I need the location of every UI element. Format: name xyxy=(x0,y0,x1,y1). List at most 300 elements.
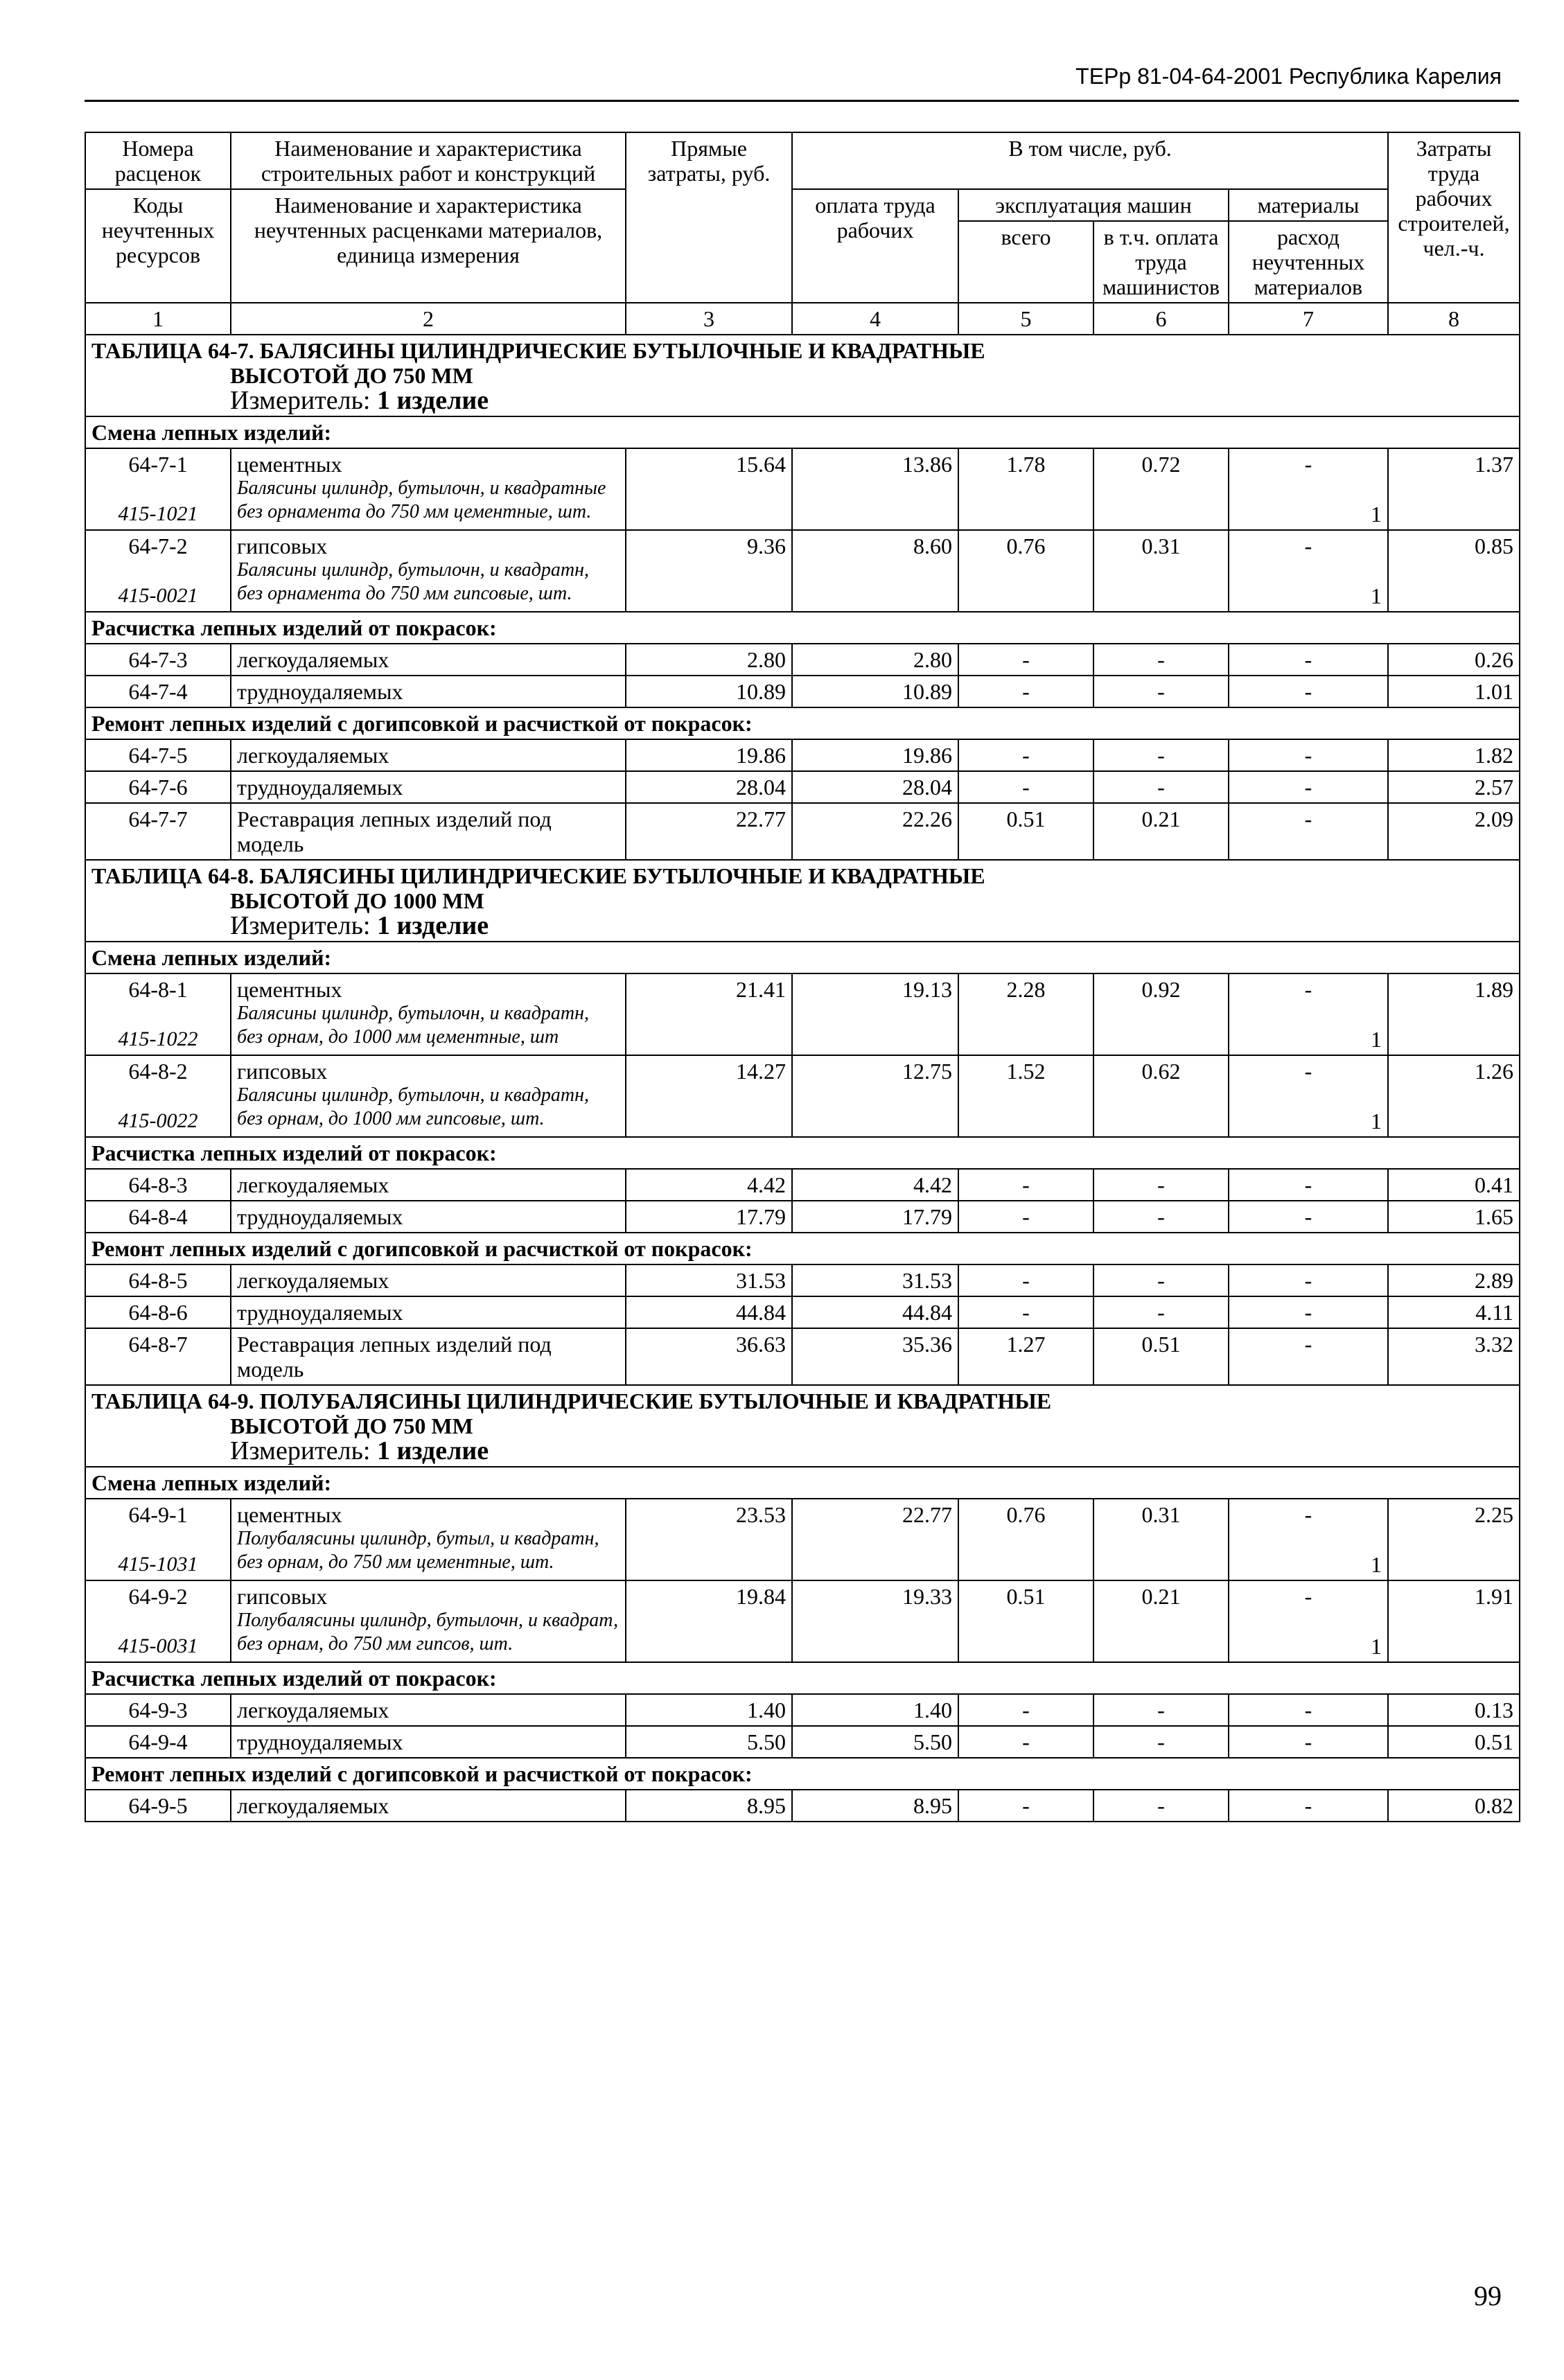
resource-code: 415-1031 xyxy=(118,1553,198,1576)
material-desc: Балясины цилиндр, бутылочн, и квадратн, без орнамента до 750 мм гипсовые, шт. xyxy=(237,559,590,604)
rate-code: 64-7-7 xyxy=(128,806,188,831)
labor-cost: 1.26 xyxy=(1388,1055,1520,1137)
header-numbers-row xyxy=(85,303,1520,335)
work-name-cell xyxy=(231,676,626,707)
materials-value: - xyxy=(1304,1502,1312,1527)
rate-code-cell xyxy=(85,1296,231,1328)
materials-value: - xyxy=(1304,534,1312,558)
meter-label: Измеритель: xyxy=(230,386,371,415)
direct-cost: 2.80 xyxy=(626,644,792,676)
material-desc: Полубалясины цилиндр, бутылочн, и квадрат, без орнам, до 750 мм гипсов, шт. xyxy=(237,1610,619,1655)
section-title: Ремонт лепных изделий с догипсовкой и расчисткой от покрасок: xyxy=(85,1233,1520,1264)
table-title-cont: ВЫСОТОЙ ДО 750 ММ xyxy=(230,1413,473,1438)
machine-wage: 0.62 xyxy=(1093,1055,1229,1137)
table-title-cont: ВЫСОТОЙ ДО 750 ММ xyxy=(230,363,473,388)
direct-cost: 44.84 xyxy=(626,1296,792,1328)
resource-code: 415-0021 xyxy=(118,584,198,607)
resource-code: 415-1022 xyxy=(118,1028,198,1050)
header-materials-desc: Наименование и характеристика неучтенных расценками материалов, единица измерения xyxy=(231,189,626,303)
material-qty: 1 xyxy=(1371,583,1382,608)
materials-cell xyxy=(1229,1328,1388,1385)
machine-wage: - xyxy=(1093,739,1229,771)
rate-code-cell xyxy=(85,1201,231,1233)
page-number: 99 xyxy=(1474,2280,1502,2311)
work-name: цементных xyxy=(237,452,342,477)
rate-code: 64-8-1 xyxy=(128,977,188,1002)
work-name-cell xyxy=(231,448,626,530)
header-rule xyxy=(85,100,1519,102)
table-row xyxy=(85,1726,1520,1758)
work-name-cell xyxy=(231,1726,626,1758)
machine-wage: - xyxy=(1093,1169,1229,1201)
work-name: цементных xyxy=(237,977,342,1002)
work-name: легкоудаляемых xyxy=(237,1268,389,1293)
rate-code: 64-8-5 xyxy=(128,1268,188,1293)
wage-cost: 28.04 xyxy=(792,771,958,803)
materials-cell xyxy=(1229,1580,1388,1662)
labor-cost: 2.09 xyxy=(1388,803,1520,860)
machine-cost: 0.76 xyxy=(958,530,1093,612)
table-title-row xyxy=(85,1385,1520,1467)
wage-cost: 8.60 xyxy=(792,530,958,612)
direct-cost: 15.64 xyxy=(626,448,792,530)
table-row xyxy=(85,739,1520,771)
work-name-cell xyxy=(231,1055,626,1137)
machine-cost: - xyxy=(958,1201,1093,1233)
table-title-text: ТАБЛИЦА 64-8. БАЛЯСИНЫ ЦИЛИНДРИЧЕСКИЕ БУТЫЛОЧНЫЕ И КВАДРАТНЫЕ xyxy=(91,863,985,888)
machine-cost: - xyxy=(958,739,1093,771)
material-desc: Балясины цилиндр, бутылочн, и квадратн, без орнам, до 1000 мм гипсовые, шт. xyxy=(237,1084,590,1129)
direct-cost: 28.04 xyxy=(626,771,792,803)
work-name: трудноудаляемых xyxy=(237,1729,403,1754)
work-name: легкоудаляемых xyxy=(237,743,389,768)
rate-code-cell xyxy=(85,676,231,707)
materials-cell xyxy=(1229,530,1388,612)
rate-code-cell xyxy=(85,1264,231,1296)
table-row xyxy=(85,1790,1520,1822)
materials-value: - xyxy=(1304,1698,1312,1722)
direct-cost: 17.79 xyxy=(626,1201,792,1233)
table-row xyxy=(85,973,1520,1055)
table-body xyxy=(85,132,1520,1822)
direct-cost: 14.27 xyxy=(626,1055,792,1137)
table-title xyxy=(85,860,1520,942)
work-name: трудноудаляемых xyxy=(237,1204,403,1229)
wage-cost: 1.40 xyxy=(792,1694,958,1726)
table-row xyxy=(85,1055,1520,1137)
materials-value: - xyxy=(1304,806,1312,831)
table-title-text: ТАБЛИЦА 64-7. БАЛЯСИНЫ ЦИЛИНДРИЧЕСКИЕ БУТЫЛОЧНЫЕ И КВАДРАТНЫЕ xyxy=(91,338,985,363)
header-mat-use: расход неучтенных материалов xyxy=(1229,221,1388,303)
materials-cell xyxy=(1229,1201,1388,1233)
table-title xyxy=(85,1385,1520,1467)
rate-code-cell xyxy=(85,1580,231,1662)
col-num: 6 xyxy=(1093,303,1229,335)
machine-wage: 0.51 xyxy=(1093,1328,1229,1385)
header-total: всего xyxy=(958,221,1093,303)
header-machines: эксплуатация машин xyxy=(958,189,1229,221)
rate-code-cell xyxy=(85,1055,231,1137)
table-row xyxy=(85,803,1520,860)
machine-wage: - xyxy=(1093,771,1229,803)
work-name: трудноудаляемых xyxy=(237,1300,403,1325)
rate-code: 64-8-3 xyxy=(128,1172,188,1197)
work-name: Реставрация лепных изделий под модель xyxy=(237,806,552,856)
rate-code: 64-7-6 xyxy=(128,775,188,800)
materials-value: - xyxy=(1304,452,1312,477)
header-incl: В том числе, руб. xyxy=(792,132,1388,189)
table-meter xyxy=(91,913,1513,938)
meter-value: 1 изделие xyxy=(377,386,489,415)
work-name-cell xyxy=(231,1264,626,1296)
col-num: 7 xyxy=(1229,303,1388,335)
rate-code-cell xyxy=(85,448,231,530)
header-labor: Затраты труда рабочих строителей, чел.-ч. xyxy=(1388,132,1520,303)
materials-value: - xyxy=(1304,743,1312,768)
table-row xyxy=(85,1580,1520,1662)
machine-wage: - xyxy=(1093,1790,1229,1822)
work-name-cell xyxy=(231,771,626,803)
wage-cost: 2.80 xyxy=(792,644,958,676)
materials-cell xyxy=(1229,973,1388,1055)
rate-code: 64-7-4 xyxy=(128,679,188,704)
work-name: гипсовых xyxy=(237,1584,328,1609)
labor-cost: 0.51 xyxy=(1388,1726,1520,1758)
section-row xyxy=(85,1137,1520,1169)
rate-code: 64-9-1 xyxy=(128,1502,188,1527)
wage-cost: 22.26 xyxy=(792,803,958,860)
work-name: легкоудаляемых xyxy=(237,1172,389,1197)
meter-label: Измеритель: xyxy=(230,911,371,940)
resource-code: 415-0031 xyxy=(118,1634,198,1657)
table-row xyxy=(85,1169,1520,1201)
machine-wage: - xyxy=(1093,644,1229,676)
rate-code-cell xyxy=(85,530,231,612)
table-meter xyxy=(91,1438,1513,1463)
materials-value: - xyxy=(1304,679,1312,704)
work-name-cell xyxy=(231,1694,626,1726)
wage-cost: 19.33 xyxy=(792,1580,958,1662)
machine-wage: 0.31 xyxy=(1093,530,1229,612)
col-num: 5 xyxy=(958,303,1093,335)
table-row xyxy=(85,1694,1520,1726)
labor-cost: 4.11 xyxy=(1388,1296,1520,1328)
direct-cost: 21.41 xyxy=(626,973,792,1055)
section-row xyxy=(85,1467,1520,1499)
section-row xyxy=(85,416,1520,448)
work-name-cell xyxy=(231,1169,626,1201)
material-qty: 1 xyxy=(1371,1109,1382,1134)
machine-cost: 1.78 xyxy=(958,448,1093,530)
machine-wage: - xyxy=(1093,1201,1229,1233)
machine-cost: - xyxy=(958,1264,1093,1296)
header-row-2 xyxy=(85,189,1520,221)
materials-cell xyxy=(1229,1264,1388,1296)
work-name: легкоудаляемых xyxy=(237,1698,389,1722)
table-title-cont: ВЫСОТОЙ ДО 1000 ММ xyxy=(230,888,484,913)
materials-value: - xyxy=(1304,1300,1312,1325)
labor-cost: 1.65 xyxy=(1388,1201,1520,1233)
table-title-row xyxy=(85,860,1520,942)
work-name: Реставрация лепных изделий под модель xyxy=(237,1332,552,1382)
material-qty: 1 xyxy=(1371,1552,1382,1577)
wage-cost: 22.77 xyxy=(792,1499,958,1580)
material-qty: 1 xyxy=(1371,502,1382,527)
material-desc: Полубалясины цилиндр, бутыл, и квадратн, без орнам, до 750 мм цементные, шт. xyxy=(237,1528,599,1573)
direct-cost: 4.42 xyxy=(626,1169,792,1201)
rate-code: 64-7-2 xyxy=(128,534,188,558)
materials-value: - xyxy=(1304,1793,1312,1818)
section-row xyxy=(85,1233,1520,1264)
header-incl-wage: в т.ч. оплата труда машинистов xyxy=(1093,221,1229,303)
machine-cost: 1.27 xyxy=(958,1328,1093,1385)
labor-cost: 1.89 xyxy=(1388,973,1520,1055)
materials-cell xyxy=(1229,448,1388,530)
wage-cost: 5.50 xyxy=(792,1726,958,1758)
table-title-text: ТАБЛИЦА 64-9. ПОЛУБАЛЯСИНЫ ЦИЛИНДРИЧЕСКИЕ БУТЫЛОЧНЫЕ И КВАДРАТНЫЕ xyxy=(91,1389,1052,1413)
direct-cost: 5.50 xyxy=(626,1726,792,1758)
machine-wage: - xyxy=(1093,1694,1229,1726)
machine-cost: - xyxy=(958,1790,1093,1822)
table-row xyxy=(85,530,1520,612)
resource-code: 415-1021 xyxy=(118,502,198,525)
section-row xyxy=(85,612,1520,644)
rate-code: 64-9-3 xyxy=(128,1698,188,1722)
running-head: ТЕРр 81-04-64-2001 Республика Карелия xyxy=(1075,64,1502,89)
col-num: 3 xyxy=(626,303,792,335)
table-title-row xyxy=(85,335,1520,416)
rate-code: 64-9-5 xyxy=(128,1793,188,1818)
materials-value: - xyxy=(1304,1729,1312,1754)
work-name: гипсовых xyxy=(237,1059,328,1084)
direct-cost: 9.36 xyxy=(626,530,792,612)
materials-cell xyxy=(1229,644,1388,676)
rate-code-cell xyxy=(85,803,231,860)
material-qty: 1 xyxy=(1371,1634,1382,1659)
rate-code-cell xyxy=(85,1499,231,1580)
rate-code: 64-8-6 xyxy=(128,1300,188,1325)
section-title: Расчистка лепных изделий от покрасок: xyxy=(85,1137,1520,1169)
work-name: трудноудаляемых xyxy=(237,679,403,704)
materials-value: - xyxy=(1304,977,1312,1002)
labor-cost: 2.57 xyxy=(1388,771,1520,803)
col-num: 2 xyxy=(231,303,626,335)
labor-cost: 1.91 xyxy=(1388,1580,1520,1662)
wage-cost: 8.95 xyxy=(792,1790,958,1822)
machine-wage: 0.31 xyxy=(1093,1499,1229,1580)
work-name-cell xyxy=(231,1790,626,1822)
work-name-cell xyxy=(231,1201,626,1233)
machine-cost: - xyxy=(958,644,1093,676)
section-title: Расчистка лепных изделий от покрасок: xyxy=(85,612,1520,644)
materials-value: - xyxy=(1304,775,1312,800)
materials-value: - xyxy=(1304,1584,1312,1609)
materials-cell xyxy=(1229,739,1388,771)
machine-wage: - xyxy=(1093,676,1229,707)
section-title: Смена лепных изделий: xyxy=(85,416,1520,448)
work-name-cell xyxy=(231,644,626,676)
machine-wage: 0.21 xyxy=(1093,1580,1229,1662)
meter-value: 1 изделие xyxy=(377,1436,489,1465)
section-title: Смена лепных изделий: xyxy=(85,942,1520,973)
labor-cost: 2.89 xyxy=(1388,1264,1520,1296)
direct-cost: 36.63 xyxy=(626,1328,792,1385)
machine-cost: - xyxy=(958,1296,1093,1328)
rates-table xyxy=(85,132,1520,1822)
section-row xyxy=(85,1662,1520,1694)
labor-cost: 2.25 xyxy=(1388,1499,1520,1580)
labor-cost: 1.01 xyxy=(1388,676,1520,707)
table-row xyxy=(85,676,1520,707)
work-name-cell xyxy=(231,1328,626,1385)
labor-cost: 3.32 xyxy=(1388,1328,1520,1385)
rate-code: 64-7-5 xyxy=(128,743,188,768)
labor-cost: 0.26 xyxy=(1388,644,1520,676)
direct-cost: 10.89 xyxy=(626,676,792,707)
rate-code: 64-9-2 xyxy=(128,1584,188,1609)
col-num: 1 xyxy=(85,303,231,335)
header-works: Наименование и характеристика строительных работ и конструкций xyxy=(231,132,626,189)
direct-cost: 19.84 xyxy=(626,1580,792,1662)
col-num: 8 xyxy=(1388,303,1520,335)
materials-cell xyxy=(1229,1694,1388,1726)
table-row xyxy=(85,1201,1520,1233)
work-name: легкоудаляемых xyxy=(237,647,389,672)
table-row xyxy=(85,1328,1520,1385)
col-num: 4 xyxy=(792,303,958,335)
material-desc: Балясины цилиндр, бутылочн, и квадратные без орнамента до 750 мм цементные, шт. xyxy=(237,477,606,522)
rate-code-cell xyxy=(85,1694,231,1726)
meter-label: Измеритель: xyxy=(230,1436,371,1465)
resource-code: 415-0022 xyxy=(118,1109,198,1132)
work-name-cell xyxy=(231,1499,626,1580)
work-name: трудноудаляемых xyxy=(237,775,403,800)
header-codes: Номера расценок xyxy=(85,132,231,189)
rate-code-cell xyxy=(85,1328,231,1385)
direct-cost: 19.86 xyxy=(626,739,792,771)
labor-cost: 0.41 xyxy=(1388,1169,1520,1201)
labor-cost: 1.37 xyxy=(1388,448,1520,530)
table-row xyxy=(85,1296,1520,1328)
wage-cost: 13.86 xyxy=(792,448,958,530)
materials-cell xyxy=(1229,1726,1388,1758)
rate-code: 64-8-7 xyxy=(128,1332,188,1357)
table-title xyxy=(85,335,1520,416)
rate-code-cell xyxy=(85,771,231,803)
materials-value: - xyxy=(1304,647,1312,672)
wage-cost: 12.75 xyxy=(792,1055,958,1137)
rate-code: 64-8-2 xyxy=(128,1059,188,1084)
rate-code-cell xyxy=(85,1790,231,1822)
table-row xyxy=(85,1264,1520,1296)
machine-cost: - xyxy=(958,1694,1093,1726)
wage-cost: 19.13 xyxy=(792,973,958,1055)
materials-cell xyxy=(1229,803,1388,860)
work-name-cell xyxy=(231,739,626,771)
machine-cost: 0.51 xyxy=(958,803,1093,860)
materials-cell xyxy=(1229,771,1388,803)
labor-cost: 0.85 xyxy=(1388,530,1520,612)
work-name: легкоудаляемых xyxy=(237,1793,389,1818)
rate-code: 64-7-3 xyxy=(128,647,188,672)
wage-cost: 31.53 xyxy=(792,1264,958,1296)
rate-code-cell xyxy=(85,973,231,1055)
rate-code-cell xyxy=(85,739,231,771)
materials-cell xyxy=(1229,1169,1388,1201)
wage-cost: 19.86 xyxy=(792,739,958,771)
machine-cost: - xyxy=(958,1169,1093,1201)
direct-cost: 1.40 xyxy=(626,1694,792,1726)
materials-cell xyxy=(1229,1499,1388,1580)
materials-cell xyxy=(1229,1296,1388,1328)
material-qty: 1 xyxy=(1371,1027,1382,1052)
section-title: Расчистка лепных изделий от покрасок: xyxy=(85,1662,1520,1694)
machine-cost: - xyxy=(958,771,1093,803)
wage-cost: 17.79 xyxy=(792,1201,958,1233)
machine-wage: - xyxy=(1093,1296,1229,1328)
labor-cost: 0.82 xyxy=(1388,1790,1520,1822)
table-row xyxy=(85,1499,1520,1580)
section-row xyxy=(85,707,1520,739)
materials-value: - xyxy=(1304,1204,1312,1229)
table-row xyxy=(85,771,1520,803)
direct-cost: 31.53 xyxy=(626,1264,792,1296)
table-meter xyxy=(91,388,1513,413)
header-direct: Прямые затраты, руб. xyxy=(626,132,792,303)
materials-cell xyxy=(1229,1790,1388,1822)
header-res-codes: Коды неучтенных ресурсов xyxy=(85,189,231,303)
table-row xyxy=(85,644,1520,676)
section-title: Ремонт лепных изделий с догипсовкой и расчисткой от покрасок: xyxy=(85,707,1520,739)
material-desc: Балясины цилиндр, бутылочн, и квадратн, без орнам, до 1000 мм цементные, шт xyxy=(237,1003,590,1048)
wage-cost: 44.84 xyxy=(792,1296,958,1328)
rate-code: 64-9-4 xyxy=(128,1729,188,1754)
rate-code-cell xyxy=(85,644,231,676)
work-name-cell xyxy=(231,530,626,612)
direct-cost: 8.95 xyxy=(626,1790,792,1822)
machine-cost: 2.28 xyxy=(958,973,1093,1055)
machine-cost: 0.76 xyxy=(958,1499,1093,1580)
machine-wage: - xyxy=(1093,1264,1229,1296)
section-row xyxy=(85,942,1520,973)
rate-code-cell xyxy=(85,1726,231,1758)
machine-wage: - xyxy=(1093,1726,1229,1758)
meter-value: 1 изделие xyxy=(377,911,489,940)
labor-cost: 0.13 xyxy=(1388,1694,1520,1726)
direct-cost: 23.53 xyxy=(626,1499,792,1580)
machine-cost: 0.51 xyxy=(958,1580,1093,1662)
wage-cost: 10.89 xyxy=(792,676,958,707)
machine-cost: - xyxy=(958,676,1093,707)
section-row xyxy=(85,1758,1520,1790)
work-name-cell xyxy=(231,973,626,1055)
wage-cost: 35.36 xyxy=(792,1328,958,1385)
machine-wage: 0.21 xyxy=(1093,803,1229,860)
materials-cell xyxy=(1229,1055,1388,1137)
rate-code: 64-7-1 xyxy=(128,452,188,477)
work-name-cell xyxy=(231,803,626,860)
materials-value: - xyxy=(1304,1172,1312,1197)
work-name-cell xyxy=(231,1580,626,1662)
materials-value: - xyxy=(1304,1332,1312,1357)
machine-cost: 1.52 xyxy=(958,1055,1093,1137)
work-name: гипсовых xyxy=(237,534,328,558)
materials-cell xyxy=(1229,676,1388,707)
machine-wage: 0.72 xyxy=(1093,448,1229,530)
section-title: Смена лепных изделий: xyxy=(85,1467,1520,1499)
header-wage: оплата труда рабочих xyxy=(792,189,958,303)
materials-value: - xyxy=(1304,1268,1312,1293)
